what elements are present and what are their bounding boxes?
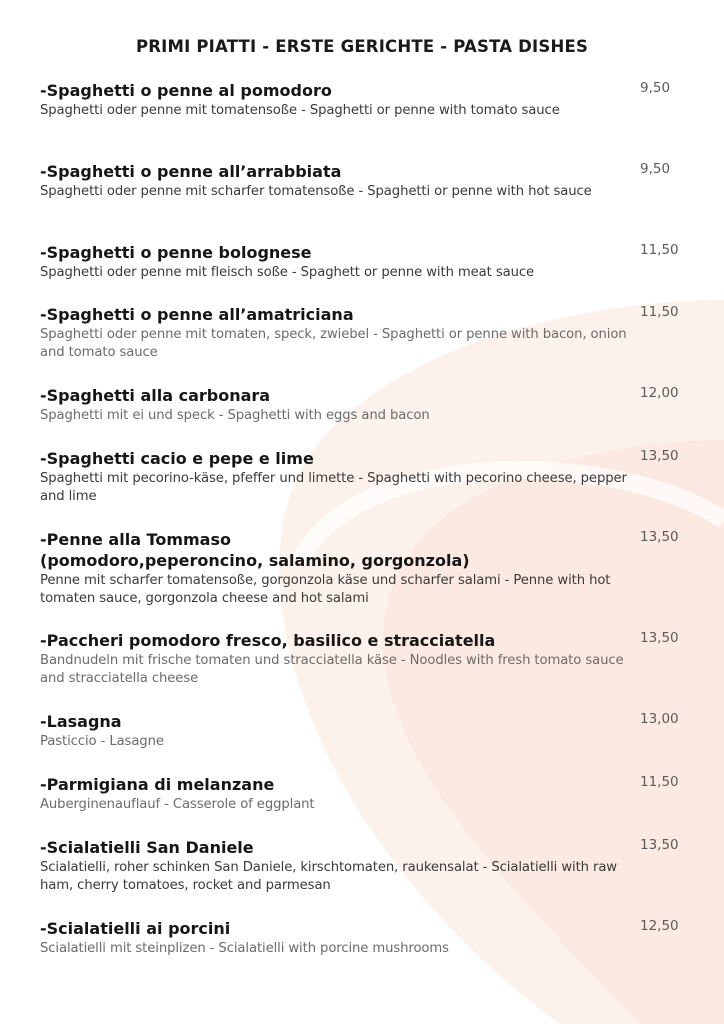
dish-price: 11,50 <box>640 304 679 320</box>
dish-name: -Paccheri pomodoro fresco, basilico e stracciatella <box>40 631 496 650</box>
dish-description: Pasticcio - Lasagne <box>40 734 164 749</box>
dish-price: 13,50 <box>640 837 679 853</box>
dish-price: 9,50 <box>640 161 671 177</box>
dish-name: -Parmigiana di melanzane <box>40 775 275 794</box>
dish-description: Spaghetti oder penne mit tomatensoße - Spaghetti or penne with tomato sauce <box>40 103 560 118</box>
dish-name: -Spaghetti o penne all’arrabbiata <box>40 162 342 181</box>
menu-item <box>40 242 684 282</box>
menu-item <box>40 837 684 894</box>
dish-description: Spaghetti oder penne mit fleisch soße - Spaghett or penne with meat sauce <box>40 265 534 280</box>
menu-item <box>40 529 684 607</box>
dish-name: -Spaghetti alla carbonara <box>40 386 271 405</box>
dish-description: Bandnudeln mit frische tomaten und stracciatella käse - Noodles with fresh tomato sauce and stracciatella cheese <box>40 653 624 686</box>
dish-name: -Spaghetti o penne all’amatriciana <box>40 305 354 324</box>
dish-description: Penne mit scharfer tomatensoße, gorgonzola käse und scharfer salami - Penne with hot tomaten sauce, gorgonzola cheese and hot salami <box>40 573 611 606</box>
dish-description: Spaghetti mit pecorino-käse, pfeffer und limette - Spaghetti with pecorino cheese, pepper and lime <box>40 471 627 504</box>
dish-name: -Spaghetti o penne bolognese <box>40 243 312 262</box>
dish-price: 13,00 <box>640 711 679 727</box>
dish-price: 13,50 <box>640 630 679 646</box>
menu-item <box>40 774 684 814</box>
dish-name: -Scialatielli ai porcini <box>40 919 231 938</box>
page-title: PRIMI PIATTI - ERSTE GERICHTE - PASTA DISHES <box>135 37 589 56</box>
dish-name: -Lasagna <box>40 712 122 731</box>
menu-item <box>40 385 684 425</box>
dish-description: Scialatielli, roher schinken San Daniele, kirschtomaten, raukensalat - Scialatielli with raw ham, cherry tomatoes, rocket and parmesan <box>40 860 617 893</box>
dish-name: -Penne alla Tommaso <box>40 530 231 549</box>
menu-item <box>40 304 684 361</box>
dish-price: 13,50 <box>640 448 679 464</box>
menu-item <box>40 448 684 505</box>
menu-item <box>40 80 684 120</box>
dish-price: 11,50 <box>640 242 679 258</box>
dish-name: -Spaghetti cacio e pepe e lime <box>40 449 314 468</box>
dish-name-subtitle: (pomodoro,peperoncino, salamino, gorgonzola) <box>40 551 470 570</box>
menu-item <box>40 711 684 751</box>
dish-price: 11,50 <box>640 774 679 790</box>
menu-item <box>40 918 684 958</box>
dish-price: 13,50 <box>640 529 679 545</box>
dish-name: -Scialatielli San Daniele <box>40 838 254 857</box>
menu-item <box>40 161 684 201</box>
dish-name: -Spaghetti o penne al pomodoro <box>40 81 332 100</box>
dish-price: 12,00 <box>640 385 679 401</box>
dish-description: Spaghetti oder penne mit tomaten, speck, zwiebel - Spaghetti or penne with bacon, onion and tomato sauce <box>40 327 627 360</box>
menu-item <box>40 630 684 687</box>
dish-description: Scialatielli mit steinplizen - Scialatielli with porcine mushrooms <box>40 941 449 956</box>
dish-description: Spaghetti mit ei und speck - Spaghetti with eggs and bacon <box>40 408 430 423</box>
dish-description: Spaghetti oder penne mit scharfer tomatensoße - Spaghetti or penne with hot sauce <box>40 184 592 199</box>
dish-description: Auberginenauflauf - Casserole of eggplant <box>40 797 315 812</box>
dish-price: 12,50 <box>640 918 679 934</box>
dish-price: 9,50 <box>640 80 671 96</box>
